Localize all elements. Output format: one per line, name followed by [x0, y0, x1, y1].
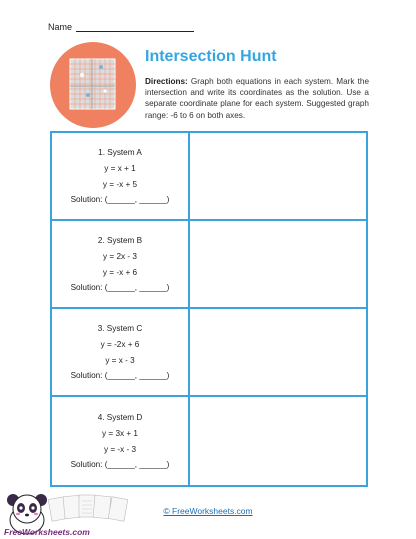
graph-area-1[interactable]	[190, 133, 366, 221]
page-title: Intersection Hunt	[145, 48, 277, 65]
directions-text: Graph both equations in each system. Mark the intersection and write its coordinates as the solution. Use a separate coordinate plane for each system. Suggested graph range: -6 to 6 on both axes.	[145, 77, 369, 120]
solution-blank: Solution: (______, ______)	[70, 195, 170, 204]
problem-heading: 4. System D	[97, 412, 143, 422]
problem-cell-1	[52, 133, 190, 221]
equation-1: y = -2x + 6	[100, 340, 140, 349]
copyright-link[interactable]: © FreeWorksheets.com	[163, 506, 253, 516]
problem-cell-3	[52, 309, 190, 397]
graph-area-3[interactable]	[190, 309, 366, 397]
directions	[145, 76, 369, 121]
graph-logo-icon	[50, 42, 136, 128]
graph-area-2[interactable]	[190, 221, 366, 309]
graph-area-4[interactable]	[190, 397, 366, 485]
equation-2: y = -x + 5	[102, 179, 138, 189]
equation-1: y = 3x + 1	[102, 429, 138, 438]
equation-2: y = x - 3	[105, 355, 135, 365]
solution-blank: Solution: (______, ______)	[70, 283, 170, 292]
problem-cell-2	[52, 221, 190, 309]
solution-blank: Solution: (______, ______)	[70, 371, 170, 380]
problem-heading: 3. System C	[97, 323, 143, 333]
name-line	[76, 22, 194, 32]
problem-heading: 1. System A	[98, 147, 142, 157]
name-field-row	[48, 22, 194, 32]
directions-label: Directions:	[145, 77, 188, 86]
equation-2: y = -x - 3	[103, 444, 137, 454]
problem-heading: 2. System B	[97, 235, 143, 245]
worksheet-grid	[50, 131, 368, 487]
name-label: Name	[48, 22, 73, 32]
problem-cell-4	[52, 397, 190, 485]
equation-1: y = 2x - 3	[103, 252, 137, 261]
equation-1: y = x + 1	[104, 164, 136, 173]
brand-logo-text: FreeWorksheets.com	[4, 527, 90, 537]
equation-2: y = -x + 6	[102, 267, 138, 277]
solution-blank: Solution: (______, ______)	[70, 460, 170, 469]
